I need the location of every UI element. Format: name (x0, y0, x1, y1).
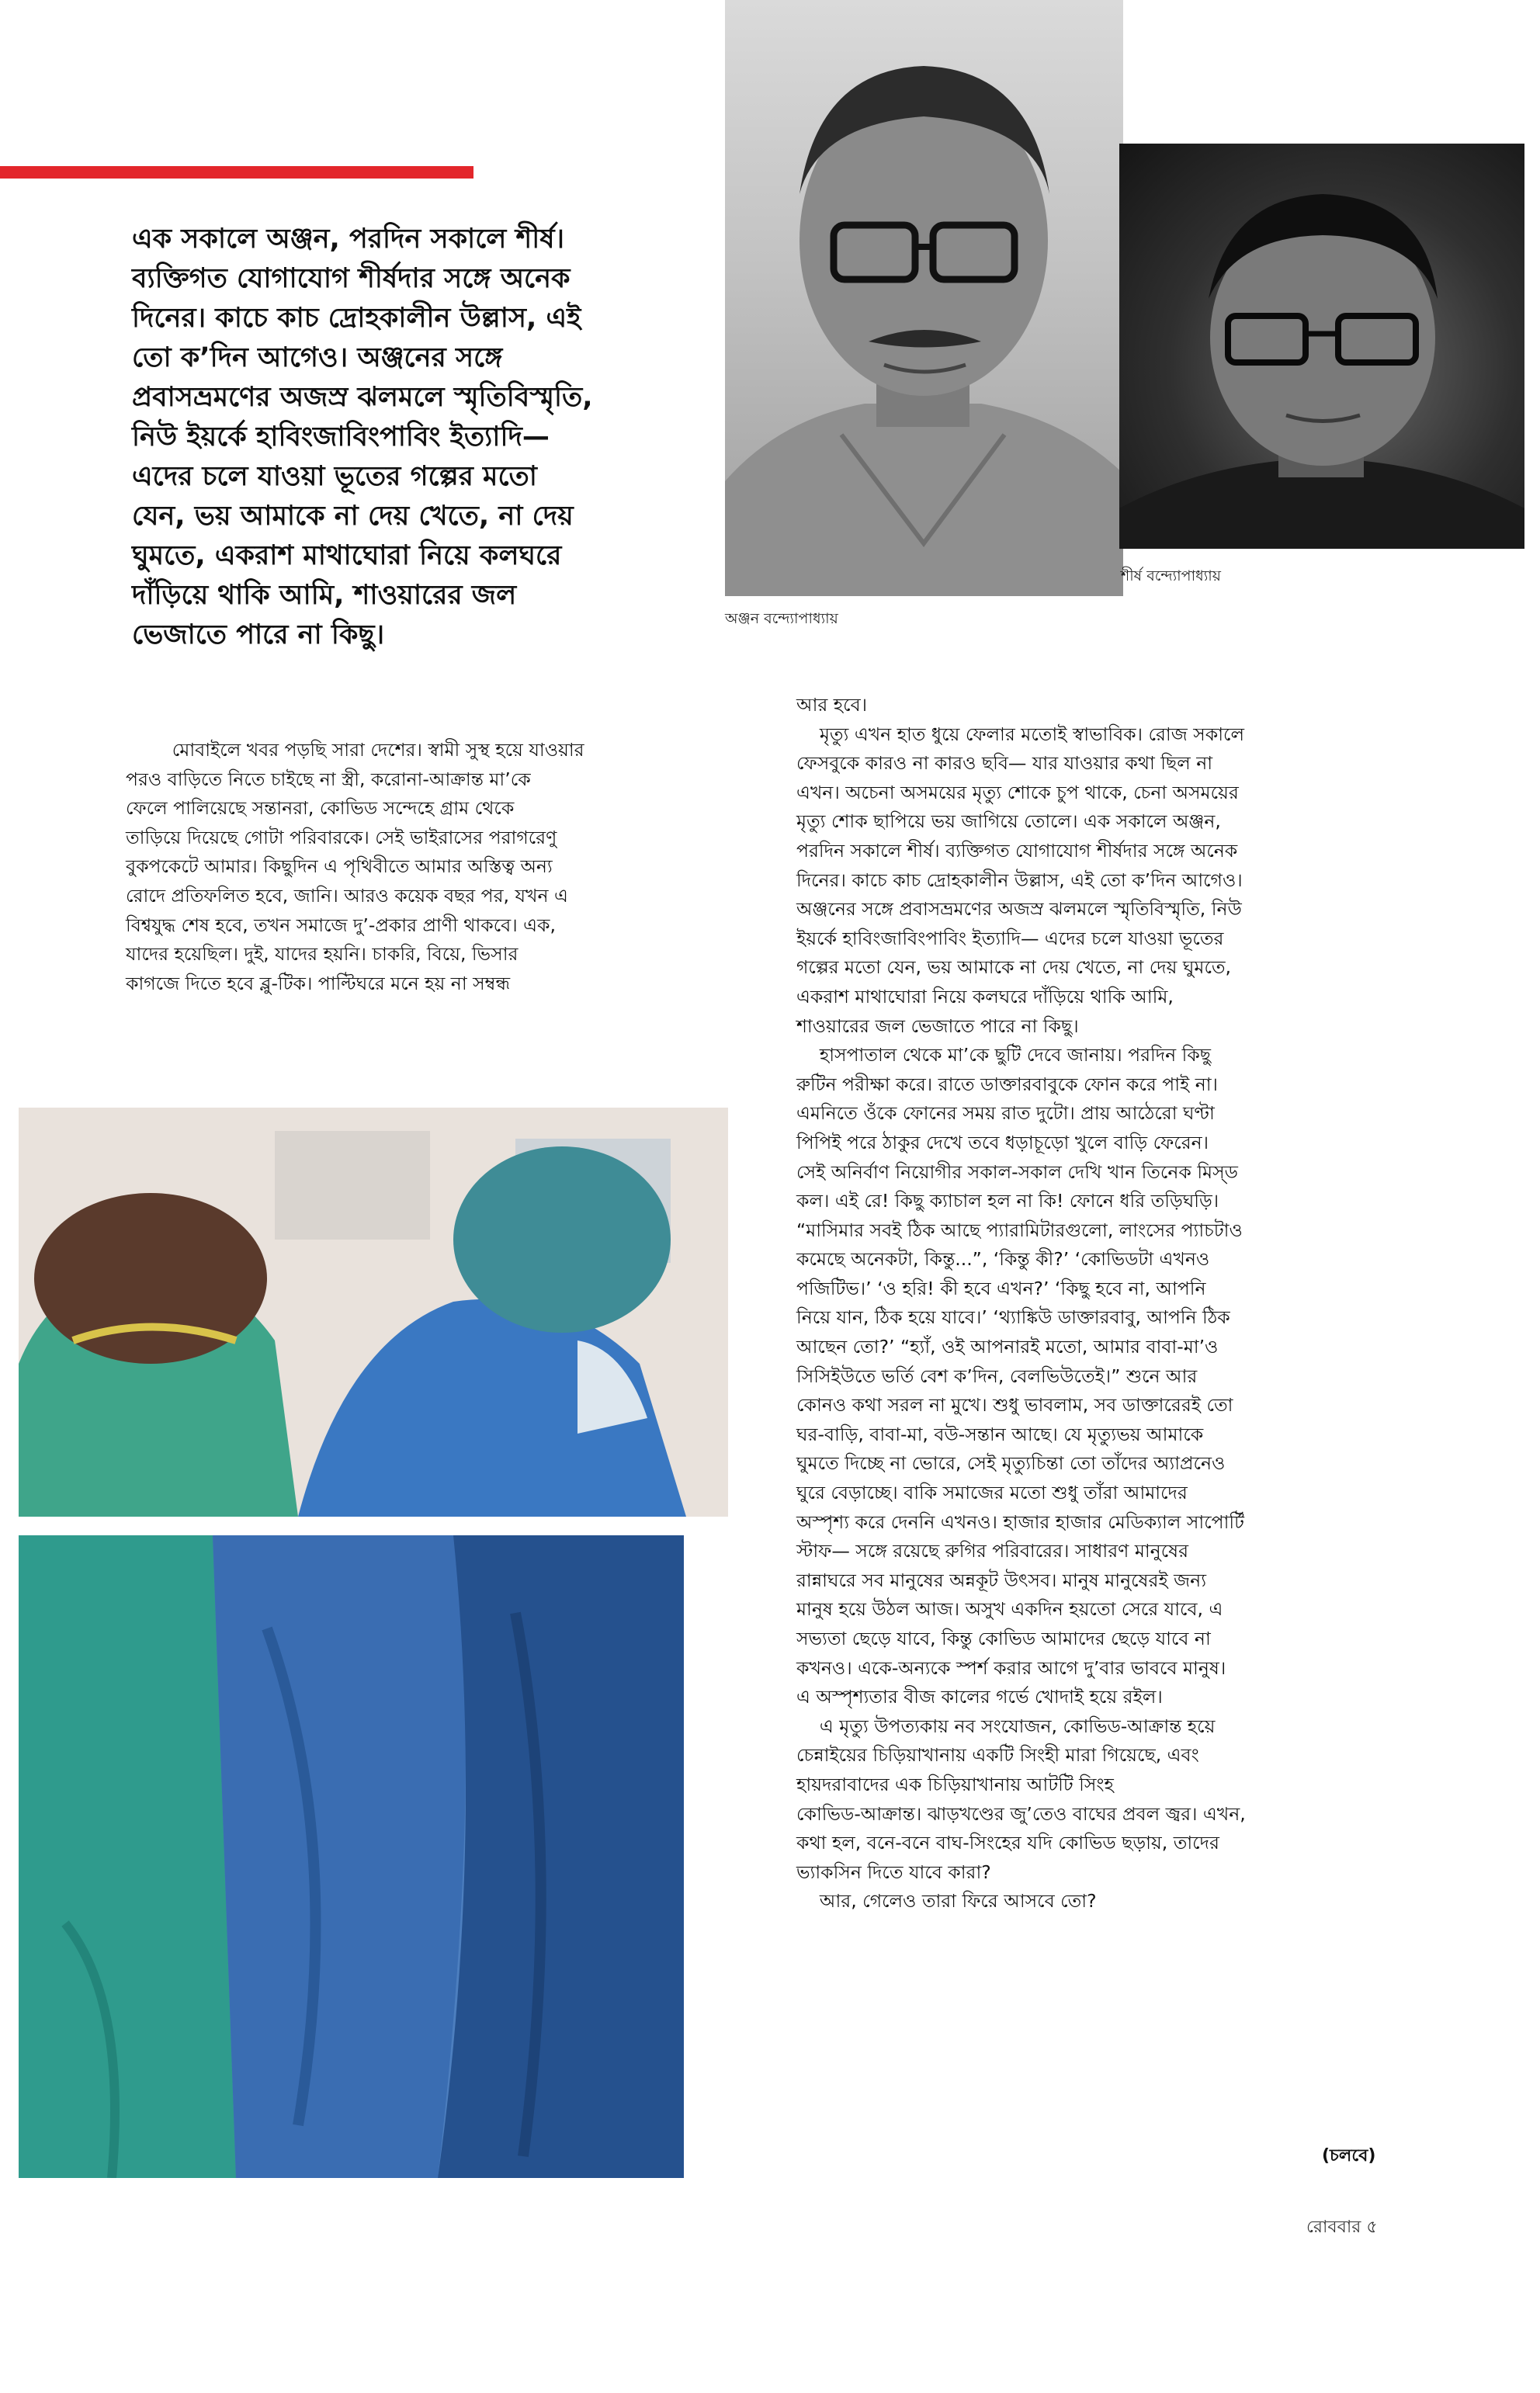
body-line: বুকপকেটে আমার। কিছুদিন এ পৃথিবীতে আমার অস্তিত্ব অন্য (126, 855, 553, 878)
pull-quote-line: দাঁড়িয়ে থাকি আমি, শাওয়ারের জল (132, 580, 517, 611)
hospital-photo-top (19, 1108, 728, 1517)
body-line: “মাসিমার সবই ঠিক আছে প্যারামিটারগুলো, লাংসের প্যাচটাও (796, 1219, 1243, 1241)
page-footer: রোববার ৫ (1306, 2218, 1378, 2237)
body-line: হায়দরাবাদের এক চিড়িয়াখানায় আটটি সিংহ (796, 1773, 1114, 1795)
portrait-illustration (1119, 144, 1524, 549)
photo-caption-shirsha: শীর্ষ বন্দ্যোপাধ্যায় (1121, 567, 1221, 584)
body-line: পজিটিভ।’ ‘ও হরি! কী হবে এখন?’ ‘কিছু হবে না, আপনি (796, 1277, 1206, 1299)
article-left-column (126, 736, 731, 998)
body-line: এখন। অচেনা অসময়ের মৃত্যু শোকে চুপ থাকে, চেনা অসময়ের (796, 781, 1239, 803)
pull-quote-line: ঘুমতে, একরাশ মাথাঘোরা নিয়ে কলঘরে (132, 540, 562, 571)
body-line: পিপিই পরে ঠাকুর দেখে তবে ধড়াচূড়ো খুলে বাড়ি ফেরেন। (796, 1131, 1209, 1153)
surgeons-illustration (19, 1108, 728, 1517)
body-line: কোভিড-আক্রান্ত। ঝাড়খণ্ডের জু’তেও বাঘের প্রবল জ্বর। এখন, (796, 1802, 1246, 1825)
body-line: মৃত্যু এখন হাত ধুয়ে ফেলার মতোই স্বাভাবিক। রোজ সকালে (796, 723, 1244, 745)
portrait-photo-anjan (725, 0, 1123, 596)
body-line: ভ্যাকসিন দিতে যাবে কারা? (796, 1861, 991, 1883)
body-line: সভ্যতা ছেড়ে যাবে, কিন্তু কোভিড আমাদের ছেড়ে যাবে না (796, 1628, 1211, 1649)
pull-quote-line: তো ক’দিন আগেও। অঞ্জনের সঙ্গে (132, 342, 503, 373)
continued-label: (চলবে) (1322, 2146, 1376, 2166)
body-line: আছেন তো?’ “হ্যাঁ, ওই আপনারই মতো, আমার বাবা-মা’ও (796, 1336, 1219, 1358)
body-line: সেই অনির্বাণ নিয়োগীর সকাল-সকাল দেখি খান তিনেক মিস্‌ড (796, 1160, 1238, 1183)
pull-quote-line: ভেজাতে পারে না কিছু। (132, 619, 385, 650)
red-accent-rule (0, 166, 473, 179)
body-line: অঞ্জনের সঙ্গে প্রবাসভ্রমণের অজস্র ঝলমলে স্মৃতিবিস্মৃতি, নিউ (796, 898, 1242, 921)
body-line: এ মৃত্যু উপত্যকায় নব সংযোজন, কোভিড-আক্রান্ত হয়ে (796, 1715, 1216, 1737)
body-line: দিনের। কাচে কাচ দ্রোহকালীন উল্লাস, এই তো ক’দিন আগেও। (796, 869, 1243, 891)
body-line: মৃত্যু শোক ছাপিয়ে ভয় জাগিয়ে তোলে। এক সকালে অঞ্জন, (796, 810, 1221, 833)
body-line: ঘর-বাড়ি, বাবা-মা, বউ-সন্তান আছে। যে মৃত্যুভয় আমাকে (796, 1423, 1204, 1445)
body-line: ঘুমতে দিচ্ছে না ভোরে, সেই মৃত্যুচিন্তা তো তাঁদের অ্যাপ্রনেও (796, 1452, 1226, 1475)
hospital-photo-bottom (19, 1535, 684, 2178)
body-line: বিশ্বযুদ্ধ শেষ হবে, তখন সমাজে দু’-প্রকার প্রাণী থাকবে। এক, (126, 914, 556, 936)
body-line: রান্নাঘরে সব মানুষের অন্নকূট উৎসব। মানুষ মানুষেরই জন্য (796, 1569, 1207, 1591)
body-line: ঘুরে বেড়াচ্ছে। বাকি সমাজের মতো শুধু তাঁরা আমাদের (796, 1482, 1188, 1504)
body-line: কথা হল, বনে-বনে বাঘ-সিংহের যদি কোভিড ছড়ায়, তাদের (796, 1832, 1219, 1854)
pull-quote-line: প্রবাসভ্রমণের অজস্র ঝলমলে স্মৃতিবিস্মৃতি, (132, 382, 593, 413)
pull-quote-line: এক সকালে অঞ্জন, পরদিন সকালে শীর্ষ। (132, 224, 565, 255)
body-line: এমনিতে ওঁকে ফোনের সময় রাত দুটো। প্রায় আঠেরো ঘণ্টা (796, 1102, 1215, 1125)
body-line: ফেলে পালিয়েছে সন্তানরা, কোভিড সন্দেহে গ্রাম থেকে (126, 797, 515, 820)
body-line: একরাশ মাথাঘোরা নিয়ে কলঘরে দাঁড়িয়ে থাকি আমি, (796, 985, 1174, 1007)
body-line: স্টাফ— সঙ্গে রয়েছে রুগির পরিবারের। সাধারণ মানুষের (796, 1540, 1189, 1562)
body-line: পরও বাড়িতে নিতে চাইছে না স্ত্রী, করোনা-আক্রান্ত মা’কে (126, 768, 531, 790)
body-line: আর, গেলেও তারা ফিরে আসবে তো? (796, 1890, 1097, 1913)
body-line: যাদের হয়েছিল। দুই, যাদের হয়নি। চাকরি, বিয়ে, ভিসার (126, 943, 519, 966)
portrait-illustration (725, 0, 1123, 596)
body-line: সিসিইউতে ভর্তি বেশ ক’দিন, বেলভিউতেই।” শুনে আর (796, 1365, 1198, 1387)
body-line: মোবাইলে খবর পড়ছি সারা দেশের। স্বামী সুস্থ হয়ে যাওয়ার (126, 739, 584, 761)
photo-caption-anjan: অঞ্জন বন্দ্যোপাধ্যায় (725, 610, 838, 627)
body-line: ফেসবুকে কারও না কারও ছবি— যার যাওয়ার কথা ছিল না (796, 752, 1213, 775)
body-line: হাসপাতাল থেকে মা’কে ছুটি দেবে জানায়। পরদিন কিছু (796, 1044, 1211, 1066)
body-line: পরদিন সকালে শীর্ষ। ব্যক্তিগত যোগাযোগ শীর্ষদার সঙ্গে অনেক (796, 839, 1238, 862)
pull-quote-line: এদের চলে যাওয়া ভূতের গল্পের মতো (132, 461, 537, 492)
body-line: এ অস্পৃশ্যতার বীজ কালের গর্ভে খোদাই হয়ে রইল। (796, 1686, 1163, 1708)
body-line: শাওয়ারের জল ভেজাতে পারে না কিছু। (796, 1014, 1079, 1037)
body-line: নিয়ে যান, ঠিক হয়ে যাবে।’ ‘থ্যাঙ্কিউ ডাক্তারবাবু, আপনি ঠিক (796, 1306, 1230, 1329)
body-line: কল। এই রে! কিছু ক্যাচাল হল না কি! ফোনে ধরি তড়িঘড়ি। (796, 1190, 1219, 1212)
body-line: কোনও কথা সরল না মুখে। শুধু ভাবলাম, সব ডাক্তারেরই তো (796, 1394, 1233, 1417)
pull-quote-line: দিনের। কাচে কাচ দ্রোহকালীন উল্লাস, এই (132, 303, 581, 334)
body-line: মানুষ হয়ে উঠল আজ। অসুখ একদিন হয়তো সেরে যাবে, এ (796, 1598, 1223, 1621)
body-line: রুটিন পরীক্ষা করে। রাতে ডাক্তারবাবুকে ফোন করে পাই না। (796, 1073, 1218, 1095)
body-line: চেন্নাইয়ের চিড়িয়াখানায় একটি সিংহী মারা গিয়েছে, এবং (796, 1744, 1199, 1767)
body-line: কমেছে অনেকটা, কিন্তু...”, ‘কিন্তু কী?’ ‘কোভিডটা এখনও (796, 1248, 1210, 1271)
body-line: আর হবে। (796, 694, 868, 716)
body-line: অস্পৃশ্য করে দেননি এখনও। হাজার হাজার মেডিক্যাল সাপোর্টি (796, 1510, 1244, 1533)
body-line: গল্পের মতো যেন, ভয় আমাকে না দেয় খেতে, না দেয় ঘুমতে, (796, 956, 1232, 979)
pull-quote (132, 220, 722, 655)
pull-quote-line: যেন, ভয় আমাকে না দেয় খেতে, না দেয় (132, 501, 574, 532)
pull-quote-line: ব্যক্তিগত যোগাযোগ শীর্ষদার সঙ্গে অনেক (132, 263, 571, 294)
body-line: কখনও। একে-অন্যকে স্পর্শ করার আগে দু’বার ভাববে মানুষ। (796, 1656, 1226, 1679)
pull-quote-line: নিউ ইয়র্কে হাবিংজাবিংপাবিং ইত্যাদি— (132, 421, 550, 453)
portrait-photo-shirsha (1119, 144, 1524, 549)
body-line: কাগজে দিতে হবে ব্লু-টিক। পাল্টিঘরে মনে হয় না সম্বন্ধ (126, 972, 511, 994)
body-line: তাড়িয়ে দিয়েছে গোটা পরিবারকে। সেই ভাইরাসের পরাগরেণু (126, 826, 557, 848)
surgical-gowns-illustration (19, 1535, 684, 2178)
body-line: রোদে প্রতিফলিত হবে, জানি। আরও কয়েক বছর পর, যখন এ (126, 884, 568, 907)
body-line: ইয়র্কে হাবিংজাবিংপাবিং ইত্যাদি— এদের চলে যাওয়া ভূতের (796, 927, 1224, 949)
article-right-column (796, 691, 1479, 1916)
